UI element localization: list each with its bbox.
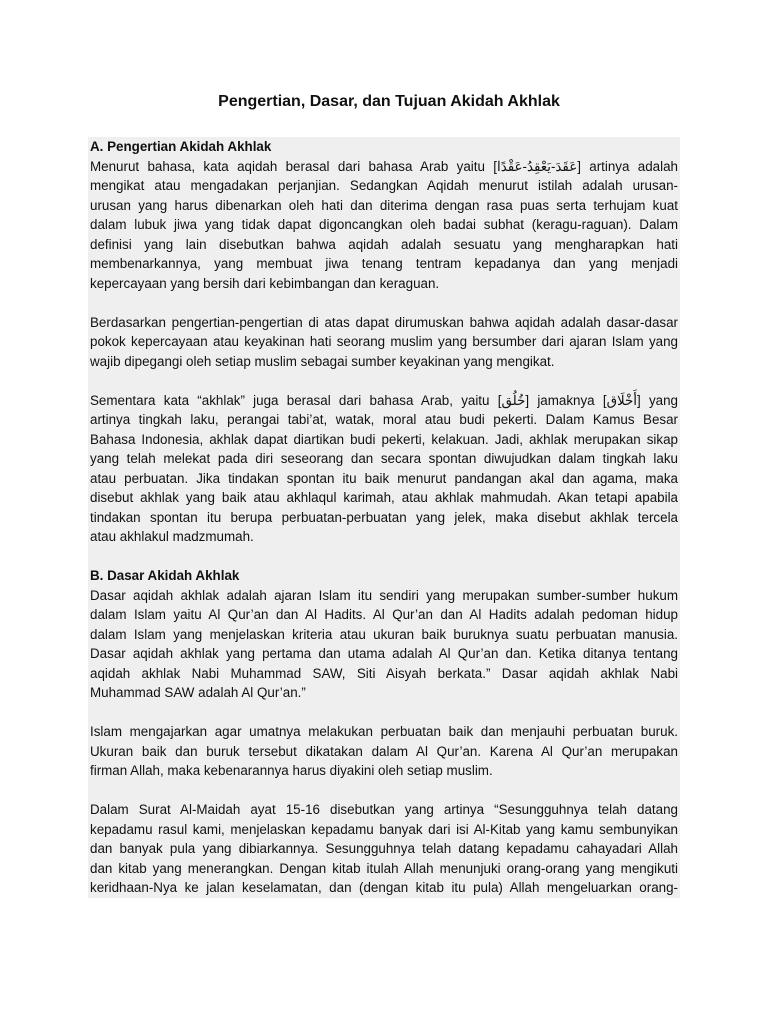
paragraph-gap bbox=[90, 703, 678, 723]
text-line: yang telah melekat pada diri seseorang dan secara spontan diwujudkan dalam tingkah laku bbox=[90, 451, 678, 466]
text-line: urusan yang harus dibenarkan oleh hati dan diterima dengan rasa puas serta terhujam kuat bbox=[90, 197, 678, 213]
text-line: Menurut bahasa, kata aqidah berasal dari bahasa Arab yaitu [عَقَدَ-يَعْقِدُ-عَقْدًا] artinya adalah bbox=[90, 158, 678, 174]
document-body bbox=[90, 137, 678, 898]
section-block bbox=[90, 137, 678, 293]
text-line: dalam lubuk jiwa yang tidak dapat digoncangkan oleh badai subhat (keragu-raguan). Dalam bbox=[90, 217, 678, 232]
paragraph bbox=[90, 800, 678, 898]
text-line: kepadamu rasul kami, menjelaskan kepadamu banyak dari isi Al-Kitab yang kamu sembunyikan bbox=[90, 821, 678, 837]
text-line: Islam mengajarkan agar umatnya melakukan perbuatan baik dan menjauhi perbuatan buruk. bbox=[90, 724, 678, 739]
text-line: mengikat atau mengadakan perjanjian. Sedangkan Aqidah menurut istilah adalah urusan- bbox=[90, 178, 678, 193]
paragraph-gap bbox=[90, 781, 678, 801]
text-line: dan kitab yang menerangkan. Dengan kitab itulah Allah menunjuki orang-orang yang mengikuti bbox=[90, 860, 678, 876]
text-line: dalam Islam yaitu Al Qur’an dan Al Hadits. Al Qur’an dan Al Hadits adalah pedoman hidup bbox=[90, 607, 678, 622]
document-title: Pengertian, Dasar, dan Tujuan Akidah Akhlak bbox=[218, 93, 560, 110]
text-line: membenarkannya, yang membuat jiwa tenang tentram kepadanya dan yang menjadi bbox=[90, 256, 678, 271]
text-line: Dasar aqidah akhlak yang pertama dan utama adalah Al Qur’an dan. Ketika ditanya tentang bbox=[90, 646, 678, 661]
paragraph bbox=[90, 313, 678, 372]
text-line: firman Allah, maka kebenarannya harus diyakini oleh setiap muslim. bbox=[90, 763, 493, 778]
text-line: Berdasarkan pengertian-pengertian di atas dapat dirumuskan bahwa aqidah adalah dasar-dasar bbox=[90, 314, 678, 330]
paragraph bbox=[90, 391, 678, 547]
text-line: artinya tingkah laku, perangai tabi’at, watak, moral atau budi pekerti. Dalam Kamus Besar bbox=[90, 412, 678, 427]
text-line: Bahasa Indonesia, akhlak dapat diartikan budi pekerti, kelakuan. Jadi, akhlak merupakan sikap bbox=[90, 431, 678, 447]
text-line: wajib dipegangi oleh setiap muslim sebagai sumber keyakinan yang mengikat. bbox=[90, 353, 555, 369]
text-line: keridhaan-Nya ke jalan keselamatan, dan (dengan kitab itu pula) Allah mengeluarkan orang- bbox=[90, 880, 678, 895]
paragraph bbox=[90, 722, 678, 781]
text-line: atau akhlakul madzmumah. bbox=[90, 529, 254, 544]
paragraph-gap bbox=[90, 293, 678, 313]
section-heading: A. Pengertian Akidah Akhlak bbox=[90, 139, 272, 154]
section-heading: B. Dasar Akidah Akhlak bbox=[90, 568, 240, 583]
text-line: kepercayaan yang bersih dari kebimbangan dan keraguan. bbox=[90, 275, 440, 291]
text-line: Ukuran baik dan buruk tersebut dikatakan dalam Al Qur’an. Karena Al Qur’an merupakan bbox=[90, 743, 678, 759]
section-block bbox=[90, 566, 678, 703]
text-line: aqidah akhlak Nabi Muhammad SAW, Siti Aisyah berkata.” Dasar aqidah akhlak Nabi bbox=[90, 665, 678, 681]
paragraph-gap bbox=[90, 371, 678, 391]
text-line: dalam Islam yang menjelaskan kriteria atau ukuran baik buruknya suatu perbuatan manusia. bbox=[90, 626, 678, 642]
text-line: Dasar aqidah akhlak adalah ajaran Islam itu sendiri yang merupakan sumber-sumber hukum bbox=[90, 587, 678, 603]
text-line: dan banyak pula yang dibiarkannya. Sesungguhnya telah datang kepadamu cahayadari Allah bbox=[90, 841, 678, 856]
text-line: Dalam Surat Al-Maidah ayat 15-16 disebutkan yang artinya “Sesungguhnya telah datang bbox=[90, 802, 678, 817]
text-line: Muhammad SAW adalah Al Qur’an.” bbox=[90, 685, 306, 700]
text-line: Sementara kata “akhlak” juga berasal dari bahasa Arab, yaitu [خُلُق] jamaknya [أَخْلَاق] yang bbox=[90, 392, 678, 408]
text-line: pokok kepercayaan atau keyakinan hati seorang muslim yang bersumber dari ajaran Islam yang bbox=[90, 334, 678, 349]
text-line: atau perbuatan. Jika tindakan spontan itu baik menurut pandangan akal dan agama, maka bbox=[90, 470, 678, 486]
text-line: disebut akhlak yang baik atau akhlaqul karimah, atau akhlak mahmudah. Akan tetapi apabila bbox=[90, 490, 678, 505]
text-line: tindakan spontan itu berupa perbuatan-perbuatan yang jelek, maka disebut akhlak tercela bbox=[90, 509, 678, 525]
text-line: definisi yang lain disebutkan bahwa aqidah adalah sesuatu yang mengharapkan hati bbox=[90, 236, 678, 252]
paragraph-gap bbox=[90, 547, 678, 567]
